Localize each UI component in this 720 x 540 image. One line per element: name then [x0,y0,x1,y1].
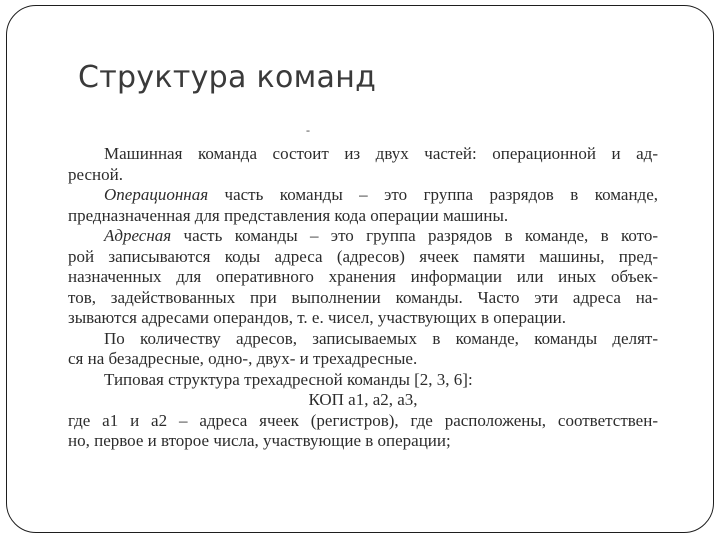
paragraph-4-line-2: ся на безадресные, одно-, двух- и трехадресные. [68,349,418,368]
paragraph-2-line-2: предназначенная для представления кода операции машины. [68,205,509,225]
term-operational: Операционная [104,185,209,204]
slide-title: Структура команд [78,60,377,95]
paragraph-3-line-5: зываются адресами операндов, т. е. чисел, участвующих в операции. [68,308,567,327]
paragraph-4-line-1: По количеству адресов, записываемых в команде, команды делят- [104,328,658,348]
stray-mark: - [306,123,310,137]
term-address: Адресная [104,226,172,245]
paragraph-3-line-1-rest: часть команды – это группа разрядов в команде, в кото- [171,226,658,245]
command-formula: КОП а1, а2, а3, [308,390,418,409]
paragraph-3-line-1 [68,226,658,247]
paragraph-3-line-3: назначенных для оперативного хранения информации или иных объек- [68,267,658,286]
paragraph-3-line-4: тов, задействованных при выполнении команды. Часто эти адреса на- [68,287,658,307]
paragraph-1-line-1: Машинная команда состоит из двух частей: операционной и ад- [104,144,658,163]
paragraph-6-line-1: где а1 и а2 – адреса ячеек (регистров), где расположены, соответствен- [68,410,658,430]
scanned-text-block [68,144,658,452]
paragraph-1-line-2: ресной. [68,164,123,184]
paragraph-5-line-1: Типовая структура трехадресной команды [2, 3, 6]: [104,369,473,389]
paragraph-2-line-1-rest: часть команды – это группа разрядов в команде, [208,185,658,204]
paragraph-2-line-1 [68,185,658,206]
paragraph-3-line-2: рой записываются коды адреса (адресов) ячеек памяти машины, пред- [68,246,658,266]
paragraph-6-line-2: но, первое и второе числа, участвующие в операции; [68,431,451,450]
